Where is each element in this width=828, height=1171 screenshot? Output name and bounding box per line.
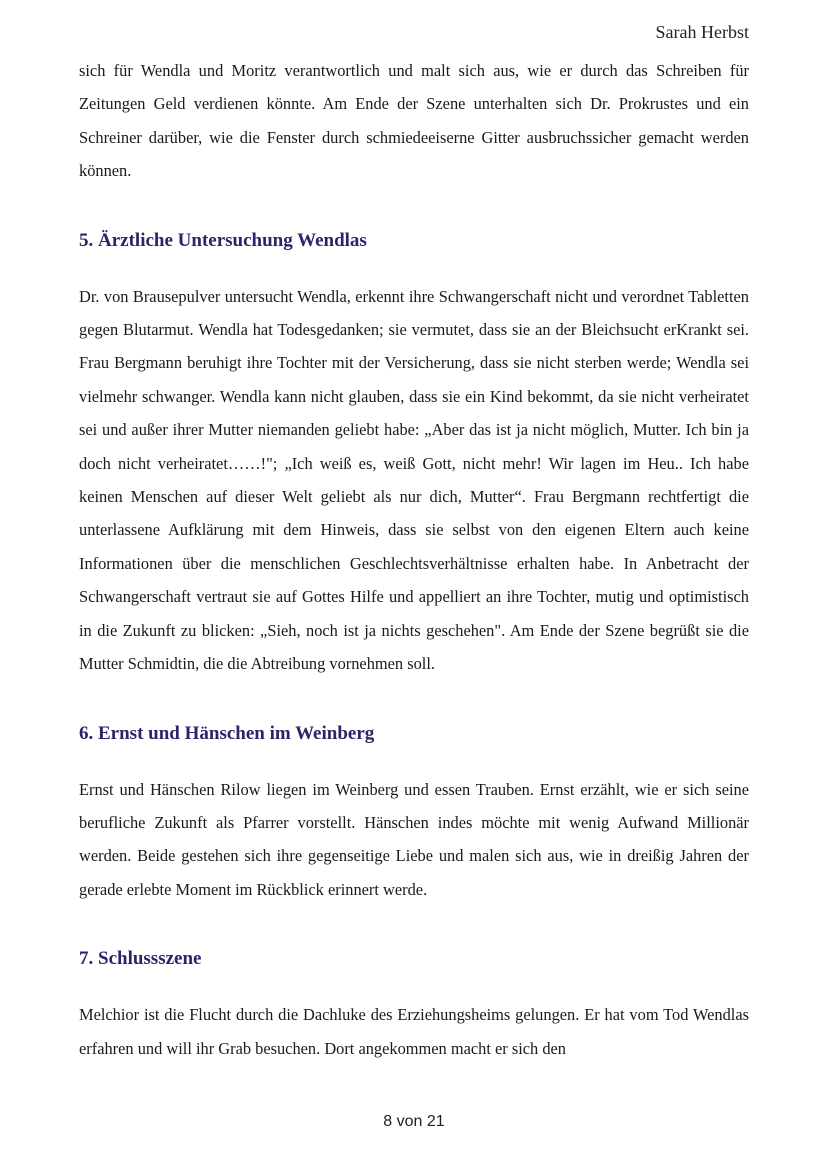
page-number: 8 von 21 <box>383 1113 445 1130</box>
document-body <box>79 54 749 1065</box>
section-6-heading: 6. Ernst und Hänschen im Weinberg <box>79 722 375 744</box>
header-author: Sarah Herbst <box>655 22 749 42</box>
section-7-heading: 7. Schlussszene <box>79 948 202 970</box>
section-5-heading: 5. Ärztliche Untersuchung Wendlas <box>79 229 367 251</box>
section-7-paragraph: Melchior ist die Flucht durch die Dachluke des Erziehungsheims gelungen. Er hat vom Tod Wendlas erfahren und will ihr Grab besuchen. Dort angekommen macht er sich den <box>79 1005 749 1058</box>
section-5-paragraph: Dr. von Brausepulver untersucht Wendla, erkennt ihre Schwangerschaft nicht und verordnet Tabletten gegen Blutarmut. Wendla hat Todesgedanken; sie vermutet, dass sie an der Bleichsucht erKrankt sei. Frau Bergmann beruhigt ihre Tochter mit der Versicherung, dass sie nicht sterben werde; Wendla sei vielmehr schwanger. Wendla kann nicht glauben, dass sie ein Kind bekommt, da sie nicht verheiratet sei und außer ihrer Mutter niemanden geliebt habe: „Aber das ist ja nicht möglich, Mutter. Ich bin ja doch nicht verheiratet……!"; „Ich weiß es, weiß Gott, nicht mehr! Wir lagen im Heu.. Ich habe keinen Menschen auf dieser Welt geliebt als nur dich, Mutter“. Frau Bergmann rechtfertigt die unterlassene Aufklärung mit dem Hinweis, dass sie selbst von den eigenen Eltern auch keine Informationen über die menschlichen Geschlechtsverhältnisse erhalten habe. In Anbetracht der Schwangerschaft vertraut sie auf Gottes Hilfe und appelliert an ihre Tochter, mutig und optimistisch in die Zukunft zu blicken: „Sieh, noch ist ja nichts geschehen". Am Ende der Szene begrüßt sie die Mutter Schmidtin, die die Abtreibung vornehmen soll. <box>79 286 749 674</box>
intro-paragraph: sich für Wendla und Moritz verantwortlich und malt sich aus, wie er durch das Schreiben für Zeitungen Geld verdienen könnte. Am Ende der Szene unterhalten sich Dr. Prokrustes und ein Schreiner darüber, wie die Fenster durch schmiedeeiserne Gitter ausbruchssicher gemacht werden können. <box>79 61 749 181</box>
section-6-paragraph: Ernst und Hänschen Rilow liegen im Weinberg und essen Trauben. Ernst erzählt, wie er sich seine berufliche Zukunft als Pfarrer vorstellt. Hänschen indes möchte mit wenig Aufwand Millionär werden. Beide gestehen sich ihre gegenseitige Liebe und malen sich aus, wie in dreißig Jahren der gerade erlebte Moment im Rückblick erinnert werde. <box>79 779 749 899</box>
